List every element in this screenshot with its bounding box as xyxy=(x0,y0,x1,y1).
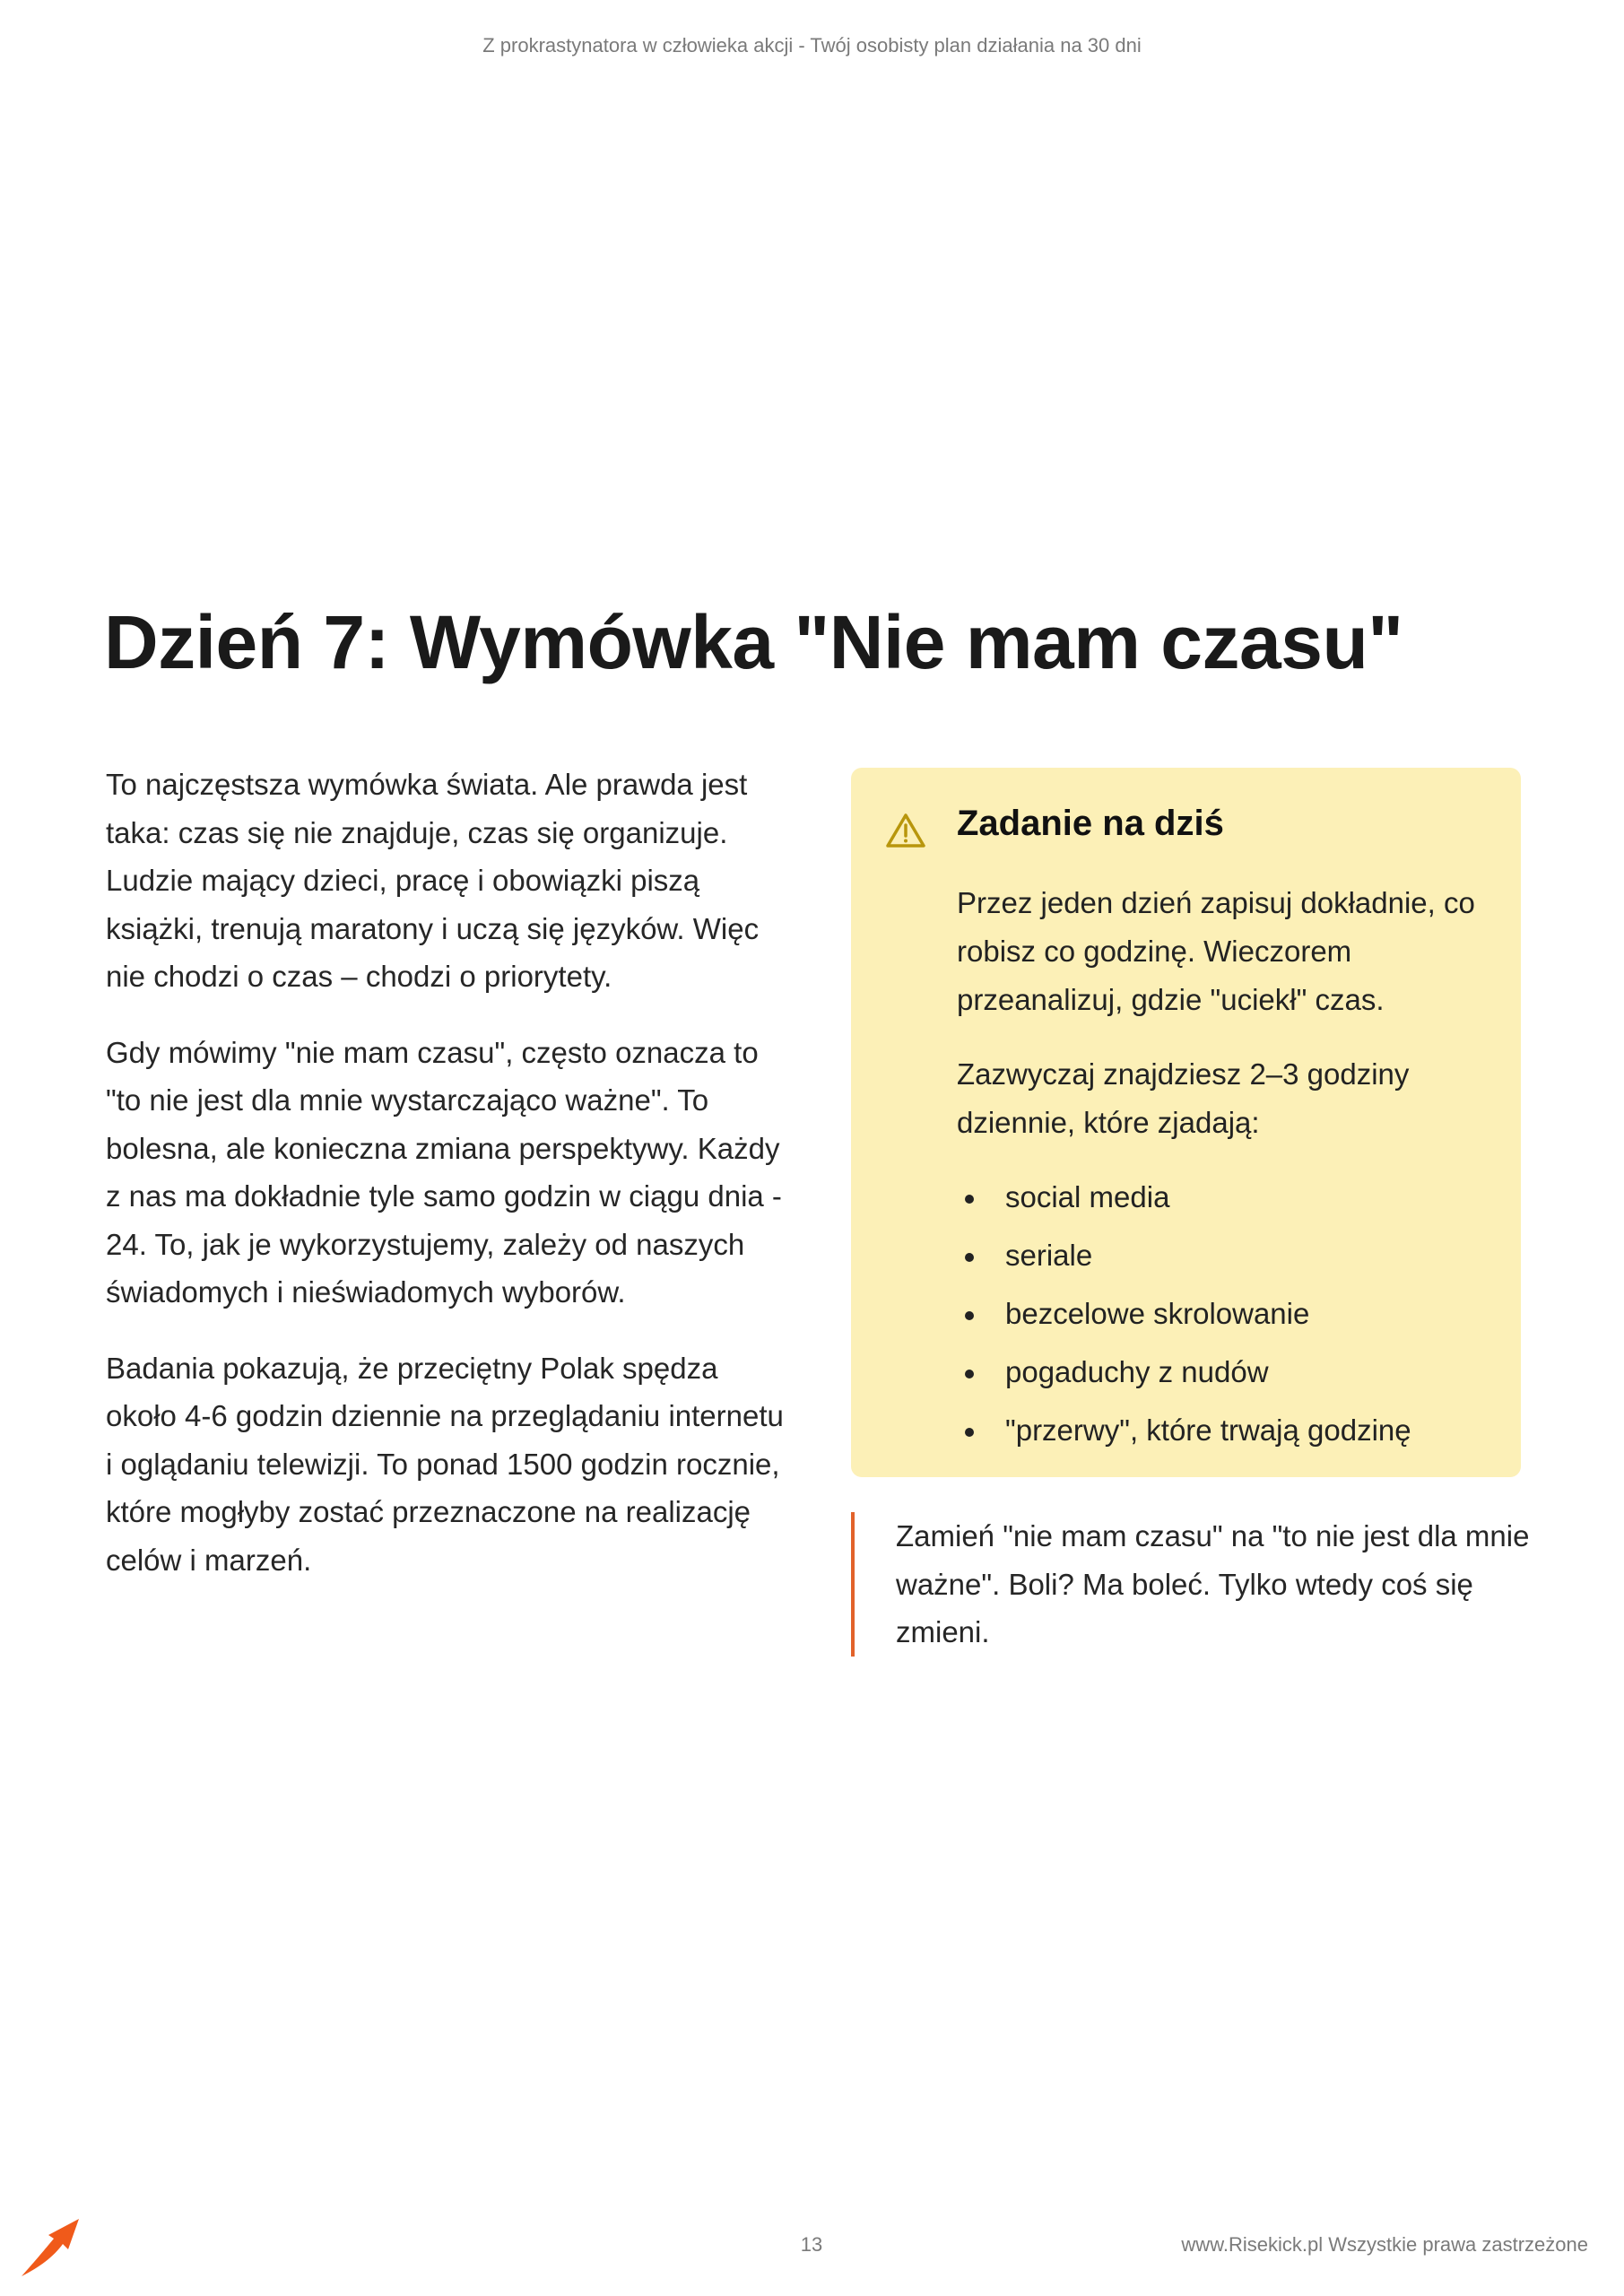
footer-copyright: www.Risekick.pl Wszystkie prawa zastrzeżone xyxy=(1181,2233,1588,2256)
paragraph: Badania pokazują, że przeciętny Polak spędza około 4-6 godzin dziennie na przeglądaniu internetu i oglądaniu telewizji. To ponad 1500 godzin rocznie, które mogłyby zostać przeznaczone na realizację celów i marzeń. xyxy=(106,1351,784,1577)
running-header: Z prokrastynatora w człowieka akcji - Twój osobisty plan działania na 30 dni xyxy=(482,34,1142,57)
page-title: Dzień 7: Wymówka "Nie mam czasu" xyxy=(104,600,1403,684)
task-heading: Zadanie na dziś xyxy=(957,804,1224,843)
paragraph: To najczęstsza wymówka świata. Ale prawda jest taka: czas się nie znajduje, czas się organizuje. Ludzie mający dzieci, pracę i obowiązki piszą książki, trenują maratony i uczą się języków. Więc nie chodzi o czas – chodzi o priorytety. xyxy=(106,768,760,993)
task-text: Przez jeden dzień zapisuj dokładnie, co robisz co godzinę. Wieczorem przeanalizuj, gdzie "uciekł" czas. xyxy=(957,886,1475,1016)
list-item: seriale xyxy=(957,1231,1495,1290)
list-item: "przerwy", które trwają godzinę xyxy=(957,1406,1495,1465)
task-box xyxy=(851,768,1521,1477)
paragraph: Gdy mówimy "nie mam czasu", często oznacza to "to nie jest dla mnie wystarczająco ważne". To bolesna, ale konieczna zmiana perspektywy. Każdy z nas ma dokładnie tyle samo godzin w ciągu dnia - 24. To, jak je wykorzystujemy, zależy od naszych świadomych i nieświadomych wyborów. xyxy=(106,1035,782,1309)
task-text: Zazwyczaj znajdziesz 2–3 godziny dziennie, które zjadają: xyxy=(957,1057,1410,1139)
warning-triangle-icon xyxy=(885,813,926,848)
list-item: social media xyxy=(957,1173,1495,1231)
list-item: bezcelowe skrolowanie xyxy=(957,1290,1495,1348)
list-item: pogaduchy z nudów xyxy=(957,1348,1495,1406)
body-text xyxy=(106,761,787,1612)
time-wasters-list xyxy=(957,1173,1495,1465)
risekick-logo-arrow-icon xyxy=(18,2215,83,2278)
page-number: 13 xyxy=(800,2233,823,2256)
pull-quote: Zamień "nie mam czasu" na "to nie jest dla mnie ważne". Boli? Ma boleć. Tylko wtedy coś się zmieni. xyxy=(851,1512,1559,1657)
